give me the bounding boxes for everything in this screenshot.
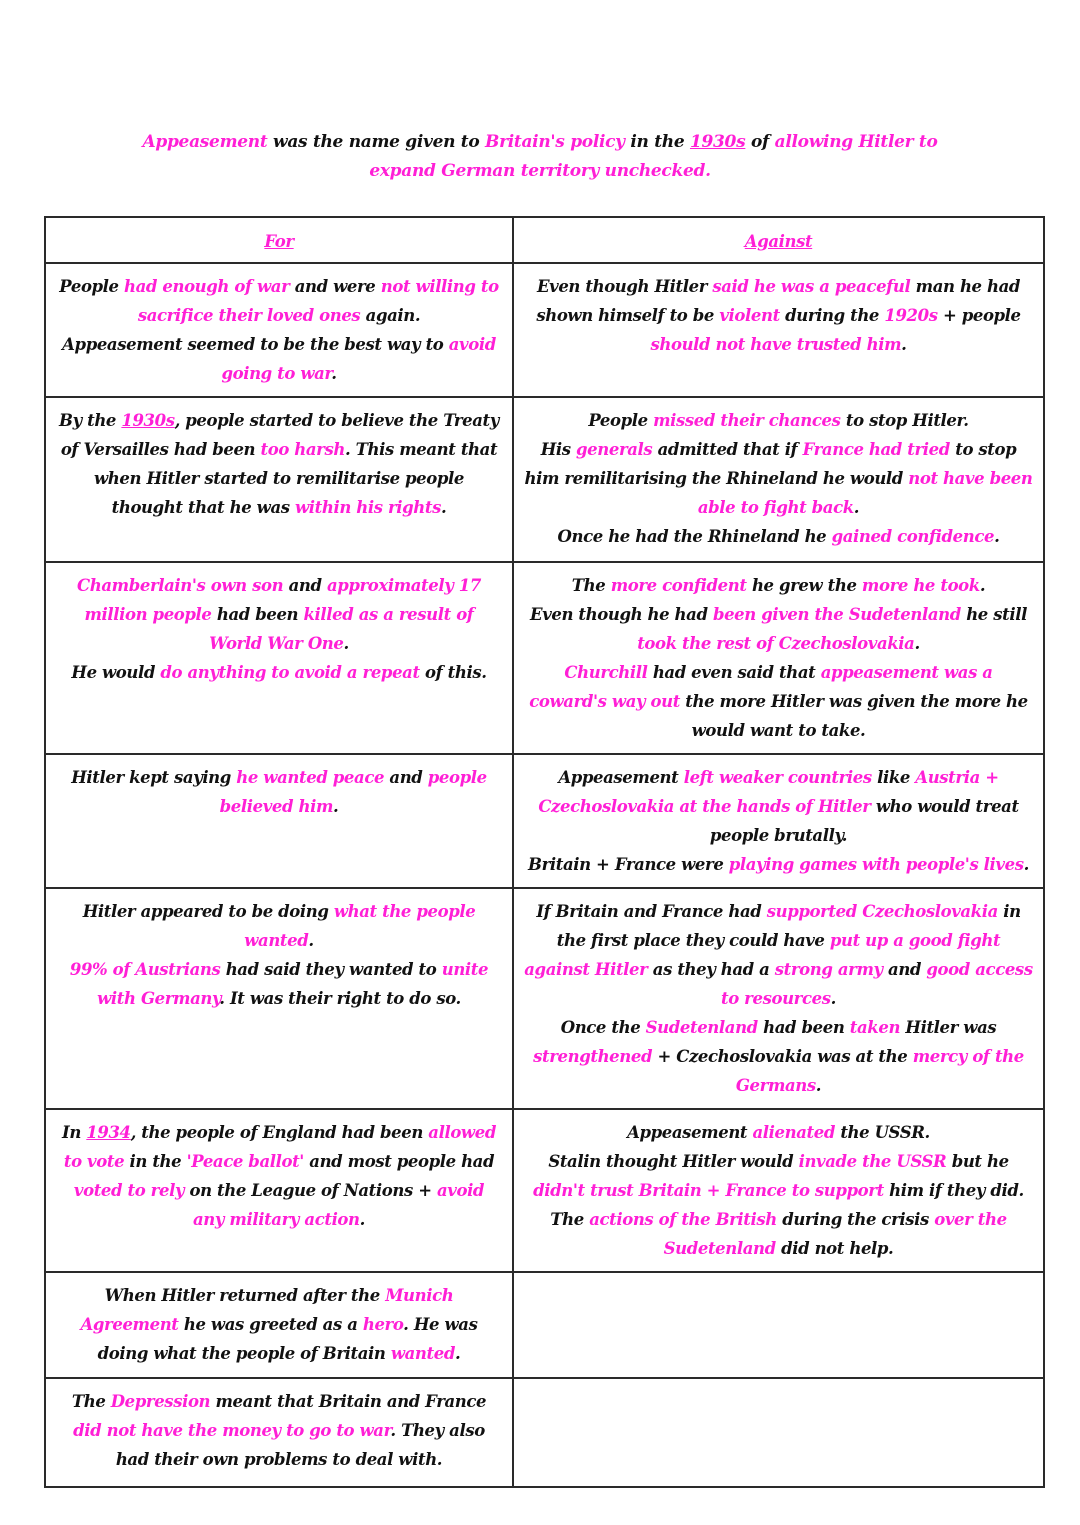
text-run: of xyxy=(745,132,775,152)
text-run: . This meant that when Hitler started to remilitarise people thought that he was xyxy=(94,440,498,517)
highlighted-text: didn't trust Britain + France to support xyxy=(533,1181,884,1200)
text-run: like xyxy=(871,768,916,787)
table-row xyxy=(45,397,1044,562)
text-run: in the xyxy=(624,132,690,152)
text-run: on the League of Nations + xyxy=(184,1181,437,1200)
table-row xyxy=(45,754,1044,888)
text-run: When Hitler returned after the xyxy=(104,1286,386,1305)
text-run: . xyxy=(343,634,349,653)
highlighted-text: people believed him xyxy=(219,768,487,816)
text-run: . xyxy=(830,989,836,1008)
highlighted-text: 99% of Austrians xyxy=(69,960,221,979)
highlighted-text: supported Czechoslovakia xyxy=(766,902,998,921)
highlighted-text: wanted xyxy=(390,1344,455,1363)
for-cell xyxy=(45,1109,513,1272)
text-run: who would treat people brutally. xyxy=(709,797,1019,845)
highlighted-text: left weaker countries xyxy=(683,768,872,787)
highlighted-text: should not have trusted him xyxy=(650,335,902,354)
highlighted-text: put up a good fight against Hitler xyxy=(524,931,1001,979)
highlighted-text: 1934 xyxy=(86,1123,131,1142)
appeasement-table xyxy=(44,216,1045,1488)
text-run: during the crisis xyxy=(776,1210,935,1229)
text-run: man he had shown himself to be xyxy=(536,277,1021,325)
highlighted-text: strong army xyxy=(774,960,883,979)
text-run: him if they did. xyxy=(883,1181,1024,1200)
against-cell xyxy=(513,754,1044,888)
highlighted-text: not have been able to fight back xyxy=(697,469,1033,517)
against-cell xyxy=(513,397,1044,562)
highlighted-text: gained confidence xyxy=(831,527,995,546)
text-run: admitted that if xyxy=(652,440,803,459)
highlighted-text: he wanted peace xyxy=(236,768,385,787)
text-run: . It was their right to do so. xyxy=(219,989,461,1008)
text-run: . xyxy=(331,364,337,383)
highlighted-text: Britain's policy xyxy=(485,132,625,152)
highlighted-text: what the people wanted xyxy=(244,902,476,950)
against-cell xyxy=(513,888,1044,1109)
highlighted-text: more confident xyxy=(610,576,747,595)
text-run: In xyxy=(62,1123,87,1142)
text-run: and xyxy=(384,768,428,787)
text-run: . They also had their own problems to deal with. xyxy=(115,1421,485,1469)
highlighted-text: took the rest of Czechoslovakia xyxy=(637,634,915,653)
highlighted-text: do anything to avoid a repeat xyxy=(160,663,420,682)
text-run: he was greeted as a xyxy=(178,1315,363,1334)
highlighted-text: mercy of the Germans xyxy=(735,1047,1024,1095)
text-run: to stop Hitler. xyxy=(840,411,969,430)
text-run: By the xyxy=(59,411,122,430)
highlighted-text: invade the USSR xyxy=(798,1152,947,1171)
table-row xyxy=(45,1378,1044,1487)
table-row xyxy=(45,562,1044,754)
highlighted-text: Sudetenland xyxy=(645,1018,758,1037)
text-run: meant that Britain and France xyxy=(210,1392,487,1411)
text-run: Once he had the Rhineland he xyxy=(557,527,832,546)
highlighted-text: unite with Germany xyxy=(97,960,489,1008)
text-run: did not help. xyxy=(775,1239,894,1258)
text-run: Hitler was xyxy=(900,1018,997,1037)
header-for xyxy=(45,217,513,263)
text-run: Even though Hitler xyxy=(536,277,713,296)
highlighted-text: too harsh xyxy=(260,440,345,459)
against-cell xyxy=(513,1109,1044,1272)
text-run: . xyxy=(914,634,920,653)
highlighted-text: more he took xyxy=(861,576,980,595)
text-run: . xyxy=(815,1076,822,1095)
highlighted-text: said he was a peaceful xyxy=(712,277,911,296)
text-run: . xyxy=(979,576,986,595)
highlighted-text: hero xyxy=(362,1315,404,1334)
against-cell xyxy=(513,263,1044,397)
for-cell xyxy=(45,1378,513,1487)
text-run: . He was doing what the people of Britain xyxy=(97,1315,478,1363)
header-row xyxy=(45,217,1044,263)
highlighted-text: had enough of war xyxy=(124,277,290,296)
text-run: again. xyxy=(360,306,421,325)
for-cell xyxy=(45,562,513,754)
text-run: had been xyxy=(211,605,304,624)
table-row xyxy=(45,1272,1044,1378)
text-run: , people started to believe the Treaty of Versailles had been xyxy=(60,411,499,459)
text-run: The xyxy=(571,576,611,595)
text-run: + Czechoslovakia was at the xyxy=(652,1047,913,1066)
highlighted-text: missed their chances xyxy=(653,411,841,430)
text-run: had been xyxy=(757,1018,850,1037)
header-against xyxy=(513,217,1044,263)
text-run: Appeasement xyxy=(627,1123,753,1142)
text-run: Stalin thought Hitler would xyxy=(548,1152,799,1171)
text-run: Once the xyxy=(560,1018,646,1037)
text-run: he grew the xyxy=(746,576,862,595)
highlighted-text: strengthened xyxy=(533,1047,653,1066)
highlighted-text: avoid going to war xyxy=(221,335,496,383)
for-cell xyxy=(45,754,513,888)
for-cell xyxy=(45,888,513,1109)
text-run: to stop him remilitarising the Rhineland he would xyxy=(524,440,1017,488)
header-for-label: For xyxy=(264,232,294,251)
text-run: and most people had xyxy=(303,1152,495,1171)
highlighted-text: Chamberlain's own son xyxy=(77,576,284,595)
text-run: Even though he had xyxy=(530,605,713,624)
text-run: The xyxy=(71,1392,111,1411)
against-cell xyxy=(513,1378,1044,1487)
highlighted-text: generals xyxy=(576,440,653,459)
highlighted-text: allowing Hitler to expand German territory unchecked. xyxy=(369,132,938,181)
text-run: . xyxy=(853,498,860,517)
intro-paragraph xyxy=(130,128,950,186)
text-run: the USSR. xyxy=(834,1123,930,1142)
for-cell xyxy=(45,263,513,397)
text-run: Appeasement xyxy=(558,768,684,787)
table-row xyxy=(45,1109,1044,1272)
highlighted-text: playing games with people's lives xyxy=(728,855,1024,874)
text-run: . xyxy=(454,1344,461,1363)
highlighted-text: approximately 17 million people xyxy=(84,576,481,624)
text-run: People xyxy=(588,411,654,430)
highlighted-text: 1920s xyxy=(884,306,938,325)
text-run: The xyxy=(550,1210,590,1229)
highlighted-text: did not have the money to go to war xyxy=(73,1421,391,1440)
text-run: and xyxy=(882,960,927,979)
highlighted-text: been given the Sudetenland xyxy=(712,605,961,624)
text-run: of this. xyxy=(419,663,487,682)
highlighted-text: over the Sudetenland xyxy=(663,1210,1007,1258)
for-cell xyxy=(45,1272,513,1378)
header-against-label: Against xyxy=(744,232,813,251)
text-run: . xyxy=(901,335,907,354)
text-run: He would xyxy=(71,663,161,682)
highlighted-text: Appeasement xyxy=(142,132,268,152)
highlighted-text: alienated xyxy=(752,1123,835,1142)
text-run: and xyxy=(283,576,327,595)
highlighted-text: France had tried xyxy=(802,440,950,459)
highlighted-text: good access to resources xyxy=(721,960,1033,1008)
text-run: during the xyxy=(779,306,885,325)
against-cell xyxy=(513,1272,1044,1378)
text-run: + people xyxy=(937,306,1021,325)
highlighted-text: avoid any military action xyxy=(192,1181,485,1229)
table-row xyxy=(45,888,1044,1109)
text-run: . xyxy=(359,1210,365,1229)
text-run: in the first place they could have xyxy=(556,902,1021,950)
highlighted-text: actions of the British xyxy=(589,1210,777,1229)
text-run: . xyxy=(441,498,447,517)
highlighted-text: 'Peace ballot' xyxy=(186,1152,304,1171)
text-run: . xyxy=(333,797,339,816)
text-run: . xyxy=(994,527,1000,546)
text-run: he still xyxy=(960,605,1027,624)
against-cell xyxy=(513,562,1044,754)
for-cell xyxy=(45,397,513,562)
text-run: as they had a xyxy=(647,960,775,979)
text-run: was the name given to xyxy=(267,132,486,152)
highlighted-text: violent xyxy=(719,306,780,325)
highlighted-text: voted to rely xyxy=(73,1181,185,1200)
text-run: Hitler kept saying xyxy=(71,768,237,787)
highlighted-text: Depression xyxy=(110,1392,211,1411)
text-run: in the xyxy=(124,1152,187,1171)
highlighted-text: Austria + Czechoslovakia at the hands of Hitler xyxy=(538,768,999,816)
highlighted-text: appeasement was a coward's way out xyxy=(529,663,993,711)
text-run: the more Hitler was given the more he would want to take. xyxy=(679,692,1028,740)
highlighted-text: taken xyxy=(849,1018,901,1037)
text-run: Appeasement seemed to be the best way to xyxy=(62,335,449,354)
text-run: but he xyxy=(946,1152,1009,1171)
text-run: . xyxy=(1023,855,1029,874)
highlighted-text: killed as a result of World War One xyxy=(209,605,474,653)
highlighted-text: not willing to sacrifice their loved ones xyxy=(137,277,499,325)
text-run: had even said that xyxy=(647,663,821,682)
highlighted-text: Churchill xyxy=(564,663,648,682)
highlighted-text: Munich Agreement xyxy=(80,1286,454,1334)
highlighted-text: 1930s xyxy=(689,132,746,152)
text-run: If Britain and France had xyxy=(536,902,767,921)
text-run: had said they wanted to xyxy=(220,960,442,979)
text-run: Hitler appeared to be doing xyxy=(82,902,334,921)
text-run: People xyxy=(59,277,124,296)
highlighted-text: 1930s xyxy=(121,411,175,430)
highlighted-text: within his rights xyxy=(295,498,442,517)
table-row xyxy=(45,263,1044,397)
text-run: , the people of England had been xyxy=(130,1123,429,1142)
text-run: and were xyxy=(289,277,381,296)
text-run: Britain + France were xyxy=(528,855,729,874)
text-run: . xyxy=(308,931,314,950)
highlighted-text: allowed to vote xyxy=(63,1123,496,1171)
text-run: His xyxy=(540,440,577,459)
